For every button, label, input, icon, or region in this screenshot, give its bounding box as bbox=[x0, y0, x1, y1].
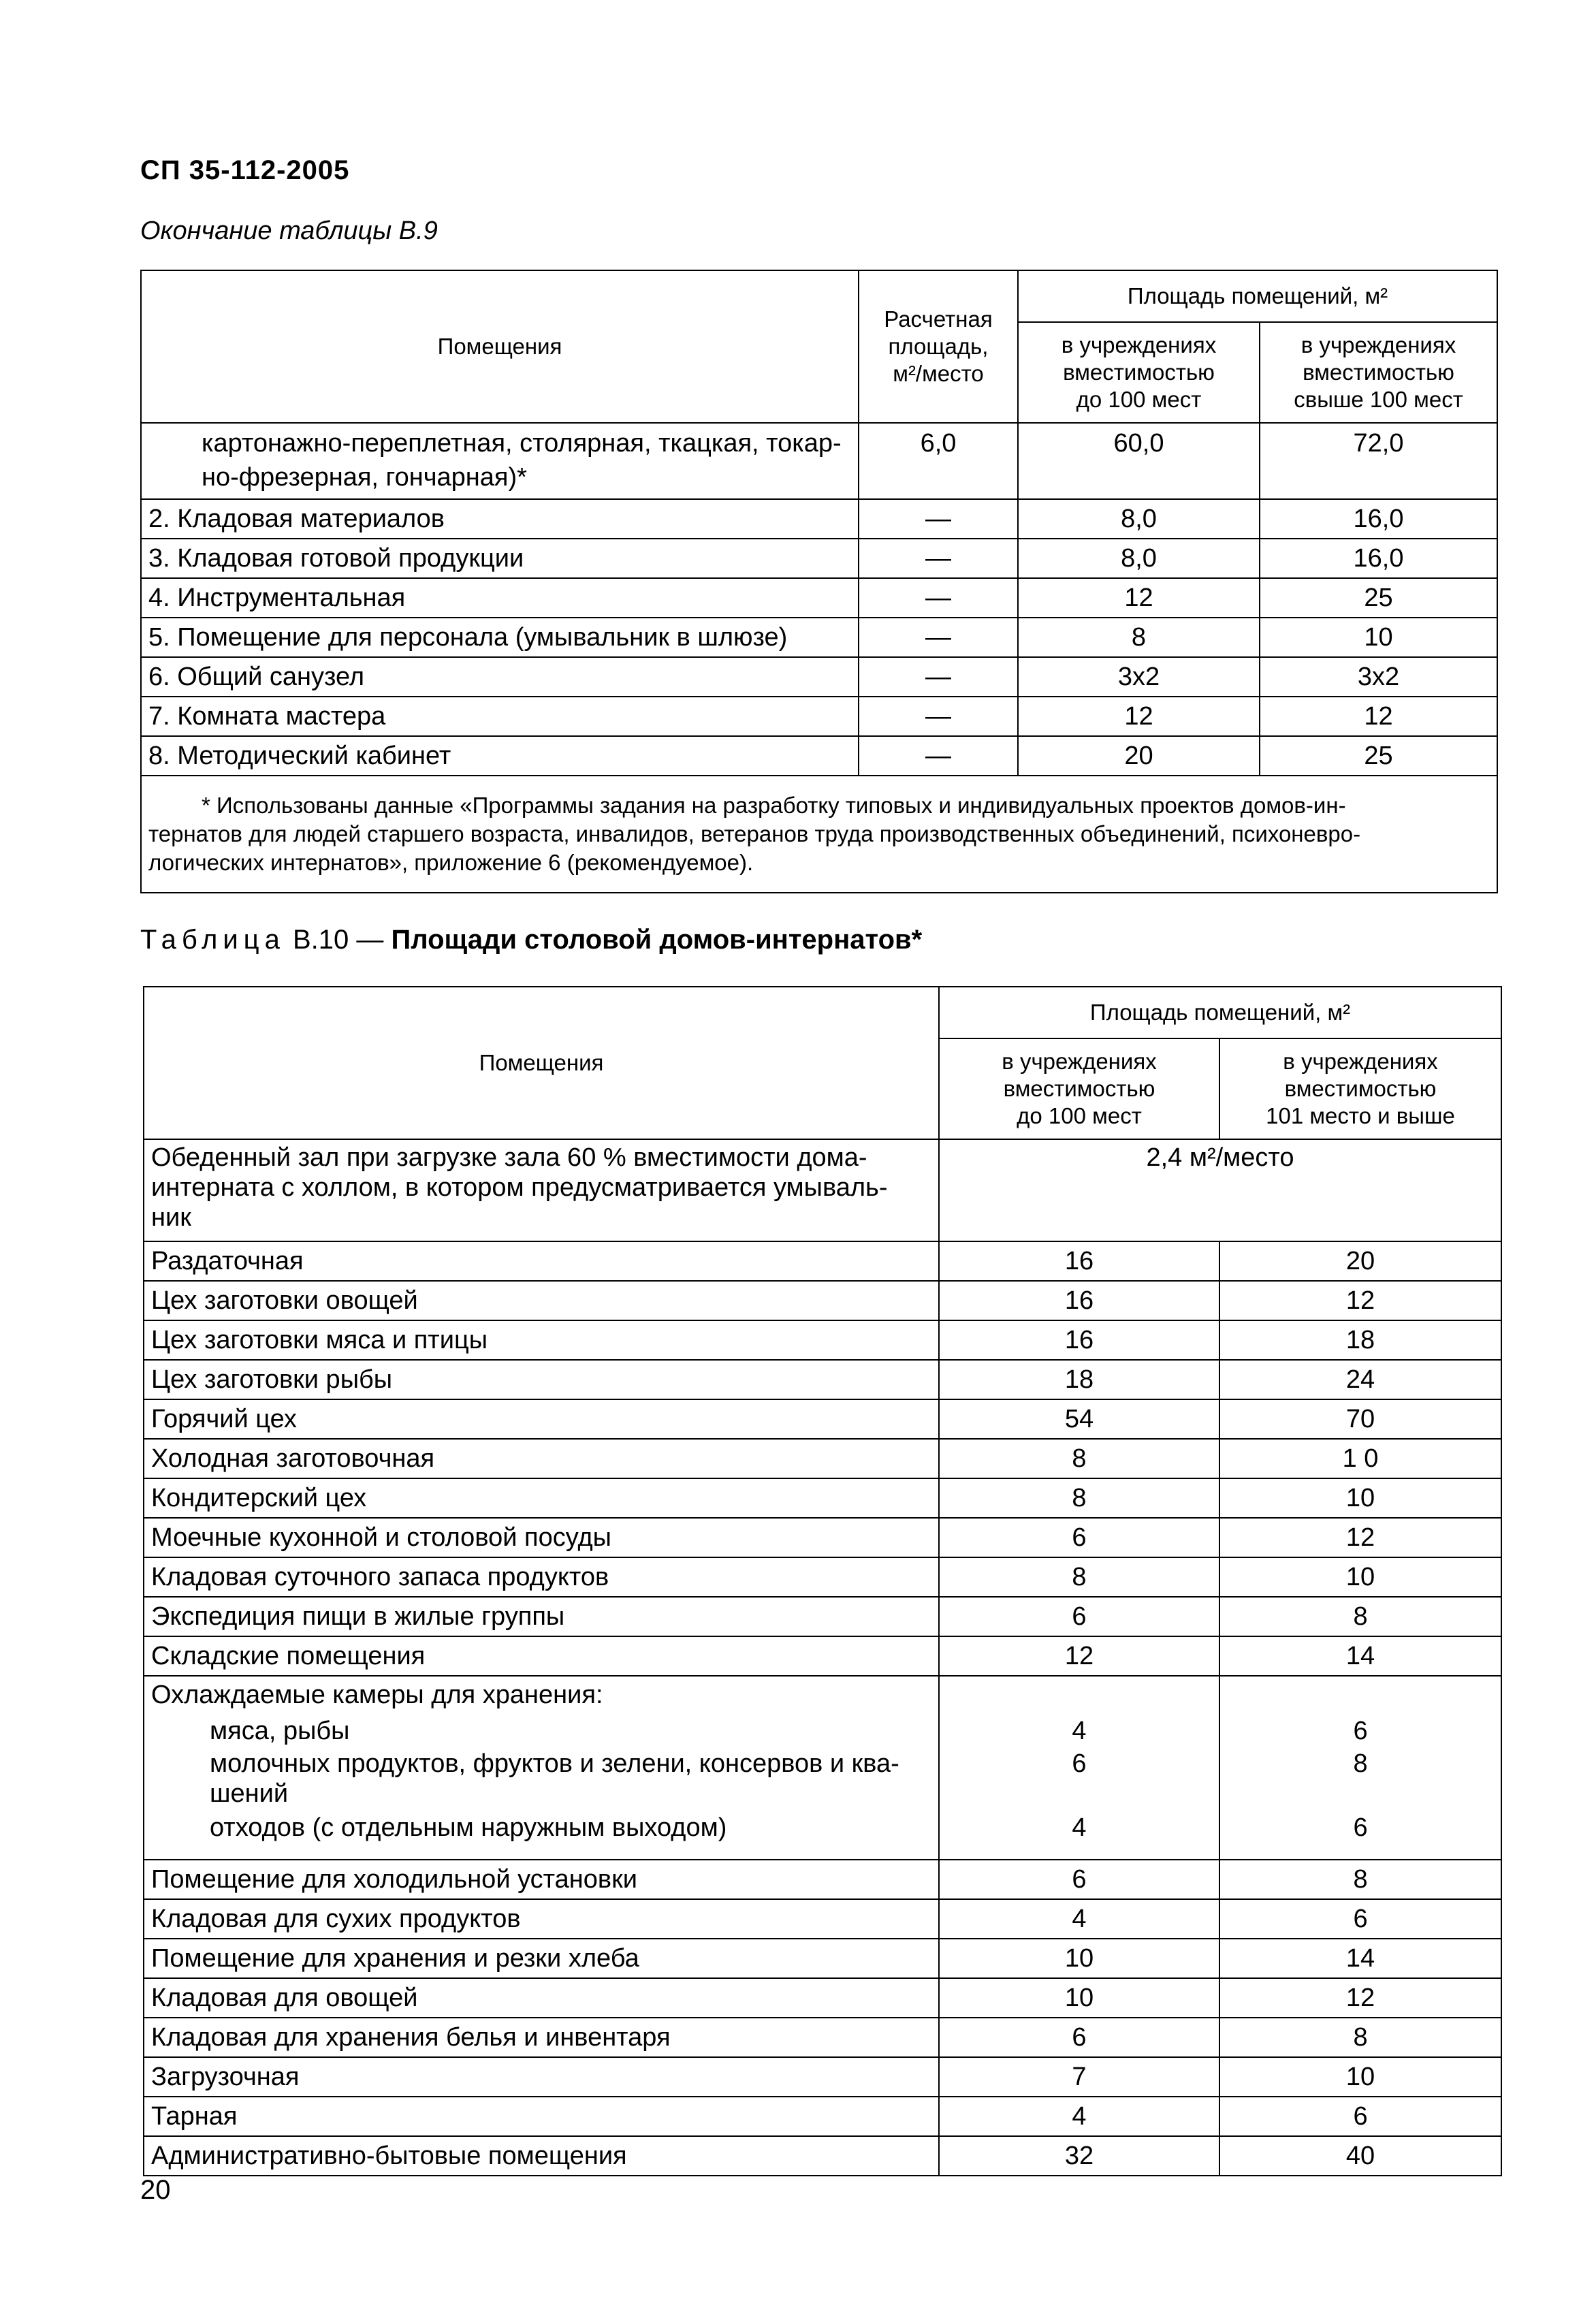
row-large: 8 bbox=[1219, 2018, 1501, 2057]
table-row bbox=[141, 423, 1497, 499]
row-subvalue: 6 bbox=[1072, 1749, 1087, 1778]
table-row bbox=[144, 1636, 1501, 1676]
row-name: Складские помещения bbox=[144, 1636, 939, 1676]
row-name: Цех заготовки овощей bbox=[144, 1281, 939, 1320]
row-small: 60,0 bbox=[1018, 423, 1260, 499]
row-subvalue: 4 bbox=[1072, 1717, 1087, 1745]
footnote bbox=[141, 776, 1497, 893]
row-small: 12 bbox=[1018, 697, 1260, 736]
table-row bbox=[144, 1478, 1501, 1518]
row-subitem: мяса, рыбы bbox=[210, 1717, 350, 1745]
row-calc: — bbox=[859, 578, 1018, 618]
header-large-line: 101 место и выше bbox=[1266, 1103, 1455, 1128]
row-large bbox=[1219, 1676, 1501, 1860]
row-small: 8,0 bbox=[1018, 499, 1260, 539]
row-merged-value: 2,4 м²/место bbox=[939, 1139, 1501, 1241]
row-small: 18 bbox=[939, 1360, 1219, 1399]
row-calc: — bbox=[859, 657, 1018, 697]
header-large-line: в учреждениях bbox=[1283, 1049, 1438, 1074]
row-calc: — bbox=[859, 618, 1018, 657]
header-area: Площадь помещений, м² bbox=[1018, 270, 1497, 322]
row-large: 12 bbox=[1219, 1281, 1501, 1320]
table-title-text: Площади столовой домов-интернатов* bbox=[391, 925, 923, 955]
row-name: Моечные кухонной и столовой посуды bbox=[144, 1518, 939, 1557]
table-row bbox=[141, 736, 1497, 776]
row-name-line: но-фрезерная, гончарная)* bbox=[202, 463, 527, 492]
table-row bbox=[141, 618, 1497, 657]
row-subvalue: 4 bbox=[1072, 1813, 1087, 1842]
row-large: 12 bbox=[1260, 697, 1497, 736]
row-name-line: картонажно-переплетная, столярная, ткацкая, токар- bbox=[202, 429, 842, 458]
row-name: Помещение для холодильной установки bbox=[144, 1860, 939, 1899]
table-row bbox=[144, 1939, 1501, 1978]
table-row bbox=[144, 1597, 1501, 1636]
row-large: 16,0 bbox=[1260, 539, 1497, 578]
table-v10-title bbox=[140, 925, 922, 955]
row-small: 3х2 bbox=[1018, 657, 1260, 697]
row-name: 4. Инструментальная bbox=[141, 578, 859, 618]
row-heading: Охлаждаемые камеры для хранения: bbox=[151, 1681, 603, 1709]
row-name: 3. Кладовая готовой продукции bbox=[141, 539, 859, 578]
table-row bbox=[144, 1860, 1501, 1899]
row-large: 16,0 bbox=[1260, 499, 1497, 539]
row-large: 20 bbox=[1219, 1241, 1501, 1281]
row-large: 1 0 bbox=[1219, 1439, 1501, 1478]
row-calc: — bbox=[859, 697, 1018, 736]
row-name: Загрузочная bbox=[144, 2057, 939, 2097]
footnote-line: * Использованы данные «Программы задания на разработку типовых и индивидуальных проектов домов-ин- bbox=[202, 793, 1346, 818]
table-row bbox=[144, 1439, 1501, 1478]
row-subvalue: 6 bbox=[1353, 1717, 1368, 1745]
table-row bbox=[144, 1320, 1501, 1360]
table-row bbox=[144, 2057, 1501, 2097]
table-row bbox=[144, 1676, 1501, 1860]
row-name-line: ник bbox=[151, 1203, 191, 1232]
row-small: 8 bbox=[1018, 618, 1260, 657]
row-large: 12 bbox=[1219, 1978, 1501, 2018]
header-large-line: свыше 100 мест bbox=[1294, 387, 1463, 412]
row-large: 8 bbox=[1219, 1860, 1501, 1899]
row-large: 25 bbox=[1260, 736, 1497, 776]
row-name: Кладовая суточного запаса продуктов bbox=[144, 1557, 939, 1597]
table-row bbox=[141, 657, 1497, 697]
table-row bbox=[144, 1978, 1501, 2018]
row-subitem: шений bbox=[210, 1779, 289, 1808]
row-subitem: молочных продуктов, фруктов и зелени, консервов и ква- bbox=[210, 1749, 899, 1778]
row-name: Холодная заготовочная bbox=[144, 1439, 939, 1478]
header-large-line: вместимостью bbox=[1284, 1076, 1437, 1101]
row-name bbox=[144, 1676, 939, 1860]
table-row bbox=[144, 2097, 1501, 2136]
table-row bbox=[144, 1139, 1501, 1241]
row-name: Цех заготовки рыбы bbox=[144, 1360, 939, 1399]
row-name: 7. Комната мастера bbox=[141, 697, 859, 736]
row-large: 40 bbox=[1219, 2136, 1501, 2176]
row-small: 8 bbox=[939, 1557, 1219, 1597]
row-name: Раздаточная bbox=[144, 1241, 939, 1281]
row-name: Кладовая для сухих продуктов bbox=[144, 1899, 939, 1939]
footnote-line: логических интернатов», приложение 6 (рекомендуемое). bbox=[148, 850, 754, 875]
row-name: 2. Кладовая материалов bbox=[141, 499, 859, 539]
table-row bbox=[141, 697, 1497, 736]
row-small: 4 bbox=[939, 2097, 1219, 2136]
row-small: 10 bbox=[939, 1978, 1219, 2018]
row-large: 24 bbox=[1219, 1360, 1501, 1399]
row-name: Кондитерский цех bbox=[144, 1478, 939, 1518]
row-large: 10 bbox=[1219, 1557, 1501, 1597]
row-large: 10 bbox=[1260, 618, 1497, 657]
header-large-line: в учреждениях bbox=[1300, 332, 1456, 357]
row-small bbox=[939, 1676, 1219, 1860]
table-row bbox=[144, 2018, 1501, 2057]
row-name-line: Обеденный зал при загрузке зала 60 % вместимости дома- bbox=[151, 1143, 867, 1172]
row-name: Кладовая для овощей bbox=[144, 1978, 939, 2018]
row-name: Цех заготовки мяса и птицы bbox=[144, 1320, 939, 1360]
table-row bbox=[144, 1360, 1501, 1399]
row-large: 6 bbox=[1219, 2097, 1501, 2136]
table-v10 bbox=[143, 986, 1502, 2176]
row-small: 16 bbox=[939, 1320, 1219, 1360]
row-small: 16 bbox=[939, 1281, 1219, 1320]
table-row bbox=[144, 1281, 1501, 1320]
row-large: 18 bbox=[1219, 1320, 1501, 1360]
row-small: 6 bbox=[939, 1518, 1219, 1557]
row-calc: — bbox=[859, 736, 1018, 776]
row-subvalue: 6 bbox=[1353, 1813, 1368, 1842]
row-small: 12 bbox=[939, 1636, 1219, 1676]
row-small: 8 bbox=[939, 1439, 1219, 1478]
header-large-institutions bbox=[1260, 322, 1497, 423]
header-calc-line: Расчетная bbox=[884, 306, 993, 332]
header-small-line: до 100 мест bbox=[1017, 1103, 1142, 1128]
header-small-institutions bbox=[939, 1038, 1219, 1139]
header-area: Площадь помещений, м² bbox=[939, 987, 1501, 1038]
header-large-institutions bbox=[1219, 1038, 1501, 1139]
row-large: 12 bbox=[1219, 1518, 1501, 1557]
row-small: 16 bbox=[939, 1241, 1219, 1281]
row-small: 6 bbox=[939, 1860, 1219, 1899]
row-name: Помещение для хранения и резки хлеба bbox=[144, 1939, 939, 1978]
row-small: 8 bbox=[939, 1478, 1219, 1518]
row-small: 4 bbox=[939, 1899, 1219, 1939]
row-name bbox=[144, 1139, 939, 1241]
row-name: Тарная bbox=[144, 2097, 939, 2136]
header-calc-line: м²/место bbox=[893, 361, 984, 386]
row-calc: — bbox=[859, 539, 1018, 578]
row-name-line: интерната с холлом, в котором предусматривается умываль- bbox=[151, 1173, 888, 1202]
header-small-line: вместимостью bbox=[1063, 360, 1215, 385]
table-title-number: В.10 — bbox=[285, 925, 392, 955]
table-title-prefix: Таблица bbox=[140, 925, 285, 955]
row-large: 6 bbox=[1219, 1899, 1501, 1939]
table-row bbox=[141, 578, 1497, 618]
table-continuation-caption: Окончание таблицы В.9 bbox=[140, 217, 438, 245]
table-row bbox=[144, 1899, 1501, 1939]
row-name: 5. Помещение для персонала (умывальник в шлюзе) bbox=[141, 618, 859, 657]
row-large: 14 bbox=[1219, 1939, 1501, 1978]
row-large: 3х2 bbox=[1260, 657, 1497, 697]
table-row bbox=[144, 1557, 1501, 1597]
row-large: 10 bbox=[1219, 1478, 1501, 1518]
header-large-line: вместимостью bbox=[1303, 360, 1454, 385]
row-small: 7 bbox=[939, 2057, 1219, 2097]
row-large: 10 bbox=[1219, 2057, 1501, 2097]
row-large: 8 bbox=[1219, 1597, 1501, 1636]
table-row bbox=[144, 1241, 1501, 1281]
row-large: 70 bbox=[1219, 1399, 1501, 1439]
table-v9 bbox=[140, 270, 1498, 893]
row-small: 32 bbox=[939, 2136, 1219, 2176]
header-small-line: вместимостью bbox=[1003, 1076, 1155, 1101]
header-calc-line: площадь, bbox=[888, 334, 989, 359]
table-row bbox=[144, 1518, 1501, 1557]
footnote-line: тернатов для людей старшего возраста, инвалидов, ветеранов труда производственных объединений, психоневро- bbox=[148, 821, 1361, 846]
row-subvalue: 8 bbox=[1353, 1749, 1368, 1778]
header-rooms: Помещения bbox=[144, 987, 939, 1139]
table-row bbox=[141, 499, 1497, 539]
row-small: 10 bbox=[939, 1939, 1219, 1978]
row-small: 20 bbox=[1018, 736, 1260, 776]
header-small-line: в учреждениях bbox=[1002, 1049, 1157, 1074]
document-code: СП 35-112-2005 bbox=[140, 155, 350, 185]
header-small-institutions bbox=[1018, 322, 1260, 423]
row-name bbox=[141, 423, 859, 499]
row-calc: 6,0 bbox=[859, 423, 1018, 499]
row-large: 25 bbox=[1260, 578, 1497, 618]
table-row bbox=[141, 539, 1497, 578]
row-name: Горячий цех bbox=[144, 1399, 939, 1439]
row-small: 12 bbox=[1018, 578, 1260, 618]
row-small: 6 bbox=[939, 1597, 1219, 1636]
table-row bbox=[144, 1399, 1501, 1439]
row-small: 6 bbox=[939, 2018, 1219, 2057]
header-rooms: Помещения bbox=[141, 270, 859, 423]
row-name: Административно-бытовые помещения bbox=[144, 2136, 939, 2176]
row-name: Экспедиция пищи в жилые группы bbox=[144, 1597, 939, 1636]
row-small: 54 bbox=[939, 1399, 1219, 1439]
row-name: 6. Общий санузел bbox=[141, 657, 859, 697]
page-number: 20 bbox=[140, 2175, 171, 2205]
header-calc-area bbox=[859, 270, 1018, 423]
row-name: Кладовая для хранения белья и инвентаря bbox=[144, 2018, 939, 2057]
row-name: 8. Методический кабинет bbox=[141, 736, 859, 776]
header-small-line: до 100 мест bbox=[1076, 387, 1202, 412]
header-small-line: в учреждениях bbox=[1061, 332, 1217, 357]
table-row bbox=[144, 2136, 1501, 2176]
row-large: 72,0 bbox=[1260, 423, 1497, 499]
row-subitem: отходов (с отдельным наружным выходом) bbox=[210, 1813, 727, 1842]
row-large: 14 bbox=[1219, 1636, 1501, 1676]
row-small: 8,0 bbox=[1018, 539, 1260, 578]
row-calc: — bbox=[859, 499, 1018, 539]
